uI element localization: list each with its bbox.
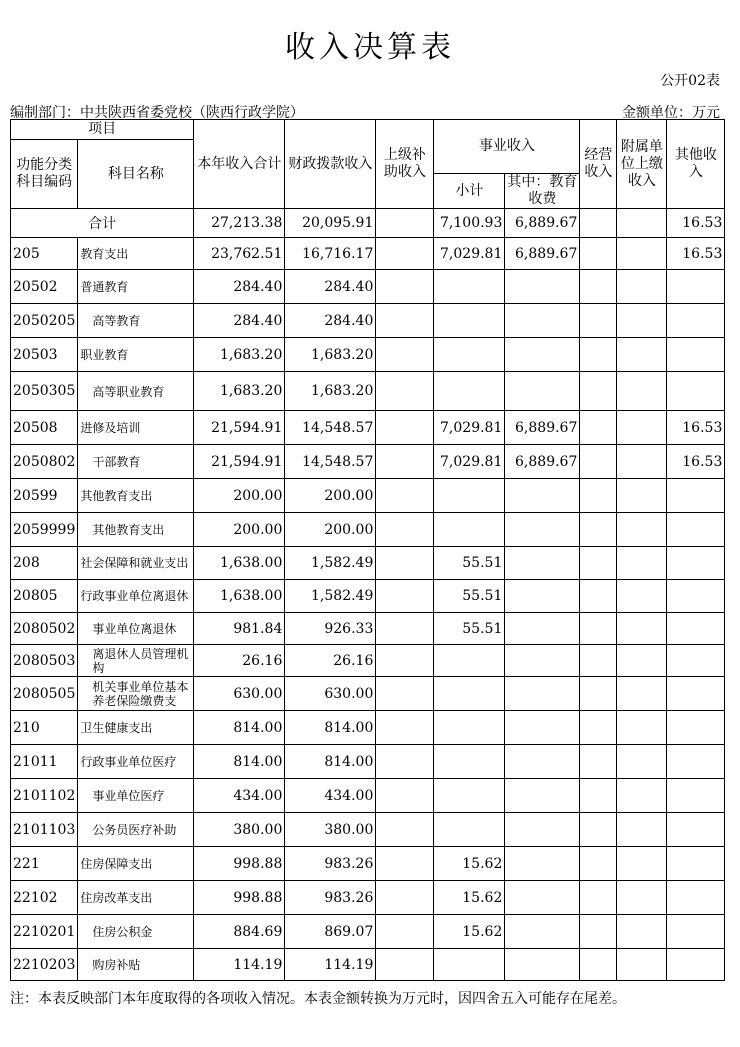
row-fiscal: 926.33 [285,613,376,645]
row-code: 2050802 [11,445,78,479]
row-affiliated [617,270,667,304]
table-row [11,547,725,580]
row-operating [580,372,617,411]
row-name: 卫生健康支出 [78,711,194,745]
row-affiliated [617,580,667,613]
row-total: 26.16 [194,645,285,677]
row-subtotal [434,479,505,513]
row-total: 998.88 [194,881,285,915]
row-fiscal: 1,582.49 [285,580,376,613]
table-row [11,479,725,513]
row-other [667,304,725,338]
table-row [11,847,725,881]
row-total: 21,594.91 [194,445,285,479]
row-code: 2101103 [11,813,78,847]
row-name: 机关事业单位基本养老保险缴费支 [78,677,194,711]
row-operating [580,881,617,915]
row-affiliated [617,779,667,813]
total-other: 16.53 [667,209,725,238]
row-code: 20508 [11,411,78,445]
row-edu-fee [505,813,580,847]
row-other [667,711,725,745]
row-name: 住房改革支出 [78,881,194,915]
row-affiliated [617,677,667,711]
row-total: 630.00 [194,677,285,711]
row-superior [376,613,434,645]
row-edu-fee [505,645,580,677]
row-operating [580,304,617,338]
row-operating [580,411,617,445]
row-other [667,645,725,677]
row-code: 20503 [11,338,78,372]
row-affiliated [617,445,667,479]
row-subtotal [434,338,505,372]
row-name: 进修及培训 [78,411,194,445]
table-row [11,372,725,411]
row-fiscal: 983.26 [285,847,376,881]
row-superior [376,547,434,580]
row-other [667,338,725,372]
table-row [11,813,725,847]
row-superior [376,479,434,513]
row-code: 2080505 [11,677,78,711]
row-other: 16.53 [667,445,725,479]
table-row [11,270,725,304]
row-superior [376,813,434,847]
row-total: 814.00 [194,711,285,745]
row-subtotal [434,813,505,847]
row-name: 高等教育 [78,304,194,338]
table-row [11,711,725,745]
header-superior: 上级补助收入 [376,120,434,209]
row-name: 社会保障和就业支出 [78,547,194,580]
row-edu-fee [505,915,580,949]
row-subtotal [434,711,505,745]
row-edu-fee [505,580,580,613]
row-operating [580,270,617,304]
row-edu-fee [505,779,580,813]
row-other [667,779,725,813]
row-subtotal [434,372,505,411]
total-fiscal: 20,095.91 [285,209,376,238]
row-other [667,613,725,645]
row-fiscal: 1,582.49 [285,547,376,580]
form-number: 公开02表 [660,73,720,89]
row-superior [376,338,434,372]
row-subtotal: 15.62 [434,847,505,881]
row-operating [580,445,617,479]
row-operating [580,513,617,547]
row-affiliated [617,372,667,411]
row-edu-fee [505,513,580,547]
row-edu-fee [505,949,580,981]
table-row [11,745,725,779]
total-row [11,209,725,238]
page-title: 收入决算表 [285,30,455,65]
row-subtotal [434,745,505,779]
row-edu-fee: 6,889.67 [505,445,580,479]
row-subtotal: 55.51 [434,547,505,580]
row-superior [376,677,434,711]
row-fiscal: 630.00 [285,677,376,711]
row-other: 16.53 [667,238,725,270]
row-code: 208 [11,547,78,580]
row-fiscal: 16,716.17 [285,238,376,270]
row-code: 221 [11,847,78,881]
row-fiscal: 380.00 [285,813,376,847]
row-code: 20599 [11,479,78,513]
row-total: 21,594.91 [194,411,285,445]
row-total: 200.00 [194,479,285,513]
row-code: 2080502 [11,613,78,645]
row-fiscal: 1,683.20 [285,372,376,411]
row-fiscal: 14,548.57 [285,411,376,445]
row-code: 21011 [11,745,78,779]
row-superior [376,513,434,547]
row-subtotal: 15.62 [434,915,505,949]
row-other [667,677,725,711]
row-edu-fee [505,613,580,645]
table-row [11,915,725,949]
row-total: 23,762.51 [194,238,285,270]
row-subtotal [434,513,505,547]
row-fiscal: 284.40 [285,270,376,304]
row-total: 284.40 [194,270,285,304]
total-subtotal: 7,100.93 [434,209,505,238]
row-operating [580,238,617,270]
row-affiliated [617,813,667,847]
header-edu-fee: 其中：教育收费 [505,174,580,209]
row-superior [376,645,434,677]
total-edu-fee: 6,889.67 [505,209,580,238]
row-name: 行政事业单位离退休 [78,580,194,613]
row-fiscal: 200.00 [285,479,376,513]
row-affiliated [617,949,667,981]
row-edu-fee [505,881,580,915]
row-total: 1,638.00 [194,580,285,613]
table-row [11,580,725,613]
row-fiscal: 200.00 [285,513,376,547]
row-operating [580,813,617,847]
row-other [667,547,725,580]
row-name: 离退休人员管理机构 [78,645,194,677]
table-row [11,238,725,270]
row-name: 住房保障支出 [78,847,194,881]
row-superior [376,881,434,915]
table-row [11,613,725,645]
row-code: 2050205 [11,304,78,338]
row-total: 380.00 [194,813,285,847]
row-affiliated [617,881,667,915]
row-name: 住房公积金 [78,915,194,949]
row-fiscal: 814.00 [285,745,376,779]
total-label: 合计 [11,209,194,238]
table-row [11,445,725,479]
row-operating [580,338,617,372]
row-code: 205 [11,238,78,270]
row-fiscal: 983.26 [285,881,376,915]
row-edu-fee [505,847,580,881]
row-other [667,881,725,915]
row-total: 981.84 [194,613,285,645]
header-name: 科目名称 [78,140,194,209]
row-name: 教育支出 [78,238,194,270]
header-business: 事业收入 [434,120,580,174]
row-fiscal: 869.07 [285,915,376,949]
row-operating [580,779,617,813]
row-operating [580,949,617,981]
row-fiscal: 814.00 [285,711,376,745]
header-other: 其他收入 [667,120,725,209]
row-fiscal: 14,548.57 [285,445,376,479]
row-edu-fee [505,711,580,745]
row-superior [376,949,434,981]
row-total: 1,683.20 [194,338,285,372]
row-subtotal: 7,029.81 [434,238,505,270]
row-fiscal: 26.16 [285,645,376,677]
row-subtotal [434,949,505,981]
row-affiliated [617,304,667,338]
row-subtotal: 7,029.81 [434,445,505,479]
income-table [10,119,725,981]
row-superior [376,238,434,270]
header-total: 本年收入合计 [194,120,285,209]
row-other [667,270,725,304]
row-name: 普通教育 [78,270,194,304]
row-code: 2080503 [11,645,78,677]
row-operating [580,613,617,645]
row-fiscal: 434.00 [285,779,376,813]
row-total: 1,638.00 [194,547,285,580]
row-operating [580,677,617,711]
row-superior [376,372,434,411]
row-affiliated [617,745,667,779]
row-fiscal: 1,683.20 [285,338,376,372]
row-total: 434.00 [194,779,285,813]
total-operating [580,209,617,238]
row-total: 114.19 [194,949,285,981]
row-affiliated [617,645,667,677]
row-operating [580,847,617,881]
row-edu-fee [505,745,580,779]
row-superior [376,580,434,613]
row-name: 干部教育 [78,445,194,479]
row-superior [376,711,434,745]
table-row [11,645,725,677]
row-affiliated [617,613,667,645]
table-row [11,411,725,445]
row-code: 2101102 [11,779,78,813]
row-operating [580,580,617,613]
row-other [667,915,725,949]
row-name: 高等职业教育 [78,372,194,411]
row-other [667,847,725,881]
row-code: 20502 [11,270,78,304]
header-fiscal: 财政拨款收入 [285,120,376,209]
row-superior [376,304,434,338]
row-superior [376,411,434,445]
row-edu-fee [505,338,580,372]
footnote: 注：本表反映部门本年度取得的各项收入情况。本表金额转换为万元时，因四舍五入可能存在尾差。 [10,991,626,1007]
row-affiliated [617,513,667,547]
row-subtotal: 15.62 [434,881,505,915]
table-row [11,677,725,711]
row-name: 职业教育 [78,338,194,372]
row-affiliated [617,338,667,372]
row-code: 2210203 [11,949,78,981]
row-other [667,949,725,981]
row-name: 公务员医疗补助 [78,813,194,847]
row-name: 事业单位离退休 [78,613,194,645]
row-other [667,372,725,411]
row-edu-fee [505,372,580,411]
row-other [667,813,725,847]
row-subtotal: 55.51 [434,613,505,645]
row-other [667,580,725,613]
row-other [667,745,725,779]
row-total: 1,683.20 [194,372,285,411]
row-fiscal: 114.19 [285,949,376,981]
row-total: 200.00 [194,513,285,547]
row-operating [580,711,617,745]
row-superior [376,915,434,949]
row-code: 20805 [11,580,78,613]
row-other [667,513,725,547]
row-affiliated [617,711,667,745]
row-operating [580,547,617,580]
row-subtotal [434,645,505,677]
row-code: 210 [11,711,78,745]
row-subtotal: 55.51 [434,580,505,613]
table-row [11,881,725,915]
row-name: 行政事业单位医疗 [78,745,194,779]
table-row [11,338,725,372]
row-superior [376,745,434,779]
row-other [667,479,725,513]
row-subtotal [434,270,505,304]
row-code: 2050305 [11,372,78,411]
row-fiscal: 284.40 [285,304,376,338]
row-superior [376,270,434,304]
row-edu-fee: 6,889.67 [505,411,580,445]
row-edu-fee [505,677,580,711]
row-edu-fee: 6,889.67 [505,238,580,270]
row-subtotal: 7,029.81 [434,411,505,445]
row-name: 其他教育支出 [78,479,194,513]
header-operating: 经营收入 [580,120,617,209]
row-operating [580,479,617,513]
row-name: 购房补贴 [78,949,194,981]
row-name: 其他教育支出 [78,513,194,547]
row-total: 284.40 [194,304,285,338]
row-affiliated [617,238,667,270]
row-superior [376,847,434,881]
row-affiliated [617,915,667,949]
header-code: 功能分类科目编码 [11,140,78,209]
row-total: 998.88 [194,847,285,881]
row-affiliated [617,847,667,881]
row-subtotal [434,677,505,711]
row-subtotal [434,304,505,338]
row-code: 2059999 [11,513,78,547]
row-total: 814.00 [194,745,285,779]
row-edu-fee [505,547,580,580]
table-row [11,304,725,338]
header-affiliated: 附属单位上缴收入 [617,120,667,209]
row-code: 2210201 [11,915,78,949]
row-edu-fee [505,479,580,513]
row-other: 16.53 [667,411,725,445]
row-operating [580,645,617,677]
row-affiliated [617,547,667,580]
total-total: 27,213.38 [194,209,285,238]
row-operating [580,915,617,949]
row-superior [376,779,434,813]
total-affiliated [617,209,667,238]
row-affiliated [617,411,667,445]
header-xiangmu: 项目 [11,120,194,140]
table-row [11,779,725,813]
row-name: 事业单位医疗 [78,779,194,813]
row-superior [376,445,434,479]
row-code: 22102 [11,881,78,915]
total-superior [376,209,434,238]
row-operating [580,745,617,779]
row-affiliated [617,479,667,513]
table-row [11,949,725,981]
row-edu-fee [505,270,580,304]
department-label: 编制部门：中共陕西省委党校（陕西行政学院） [10,105,304,121]
unit-label: 金额单位：万元 [622,105,720,121]
table-row [11,513,725,547]
row-edu-fee [505,304,580,338]
row-total: 884.69 [194,915,285,949]
header-subtotal: 小计 [434,174,505,209]
row-subtotal [434,779,505,813]
